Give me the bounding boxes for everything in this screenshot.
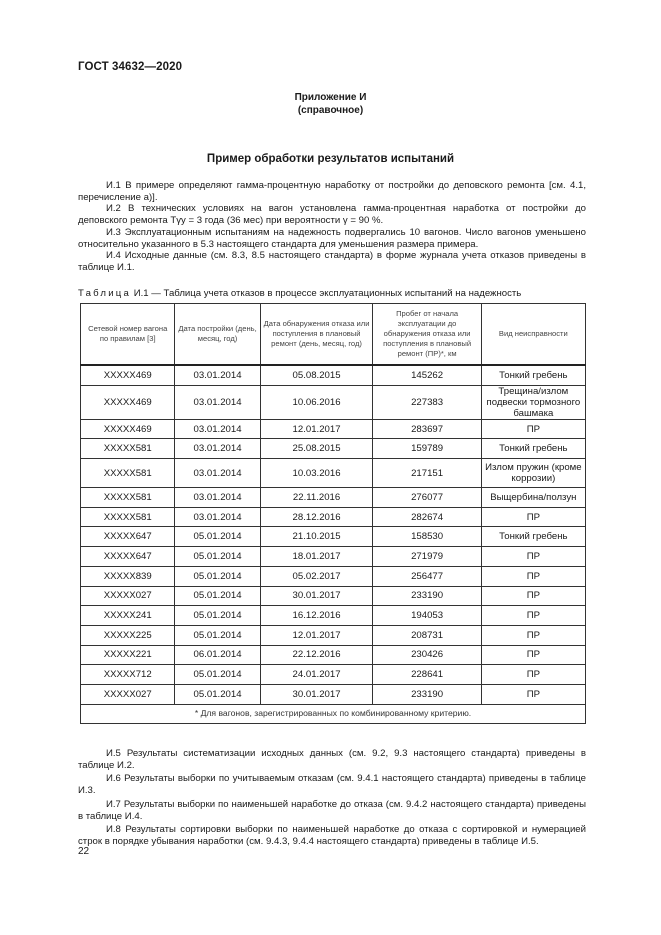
intro-paragraphs — [78, 180, 586, 274]
cell-failure-date: 21.10.2015 — [260, 527, 373, 547]
cell-build-date: 05.01.2014 — [175, 665, 260, 685]
cell-failure-type: ПР — [481, 645, 585, 665]
appendix-subtitle: (справочное) — [297, 105, 364, 116]
cell-mileage: 230426 — [373, 645, 481, 665]
table-row — [81, 488, 586, 508]
table-row — [81, 566, 586, 586]
cell-build-date: 03.01.2014 — [175, 385, 260, 419]
table-caption-text: И.1 — Таблица учета отказов в процессе эксплуатационных испытаний на надежность — [133, 288, 522, 299]
paragraph-i2: И.2 В технических условиях на вагон установлена гамма-процентная наработка от постройки до деповского ремонта Tγу = 3 года (36 мес) при вероятности γ = 90 %. — [78, 203, 586, 227]
cell-wagon-number: XXXXX469 — [81, 365, 175, 385]
header-build-date: Дата постройки (день, месяц, год) — [175, 304, 260, 366]
cell-mileage: 283697 — [373, 419, 481, 439]
cell-mileage: 233190 — [373, 586, 481, 606]
cell-build-date: 05.01.2014 — [175, 625, 260, 645]
cell-failure-date: 05.08.2015 — [260, 365, 373, 385]
cell-build-date: 06.01.2014 — [175, 645, 260, 665]
cell-mileage: 158530 — [373, 527, 481, 547]
table-row — [81, 419, 586, 439]
cell-mileage: 227383 — [373, 385, 481, 419]
cell-failure-date: 25.08.2015 — [260, 439, 373, 459]
cell-wagon-number: XXXXX581 — [81, 459, 175, 488]
header-failure-date: Дата обнаружения отказа или поступления в плановый ремонт (день, месяц, год) — [260, 304, 373, 366]
header-mileage: Пробег от начала эксплуатации до обнаружения отказа или поступления в плановый ремонт (ПР)*, км — [373, 304, 481, 366]
cell-failure-date: 05.02.2017 — [260, 566, 373, 586]
cell-mileage: 145262 — [373, 365, 481, 385]
table-row — [81, 665, 586, 685]
cell-failure-date: 22.12.2016 — [260, 645, 373, 665]
paragraph-i6: И.6 Результаты выборки по учитываемым отказам (см. 9.4.1 настоящего стандарта) приведены в таблице И.3. — [78, 773, 586, 797]
table-footnote-row — [81, 704, 586, 724]
cell-wagon-number: XXXXX241 — [81, 606, 175, 626]
cell-failure-date: 30.01.2017 — [260, 586, 373, 606]
cell-failure-type: ПР — [481, 419, 585, 439]
cell-failure-type: Выщербина/ползун — [481, 488, 585, 508]
section-title: Пример обработки результатов испытаний — [206, 153, 455, 165]
cell-failure-date: 30.01.2017 — [260, 684, 373, 704]
paragraph-i4: И.4 Исходные данные (см. 8.3, 8.5 настоящего стандарта) в форме журнала учета отказов приведены в таблице И.1. — [78, 250, 586, 273]
cell-mileage: 256477 — [373, 566, 481, 586]
cell-wagon-number: XXXXX581 — [81, 488, 175, 508]
paragraph-i1: И.1 В примере определяют гамма-процентную наработку от постройки до деповского ремонта [см. 4.1, перечисление а)]. — [78, 180, 586, 203]
cell-failure-type: ПР — [481, 566, 585, 586]
cell-build-date: 03.01.2014 — [175, 419, 260, 439]
cell-wagon-number: XXXXX581 — [81, 439, 175, 459]
cell-failure-type: Тонкий гребень — [481, 439, 585, 459]
table-row — [81, 684, 586, 704]
cell-failure-type: Трещина/излом подвески тормозного башмака — [481, 385, 585, 419]
cell-mileage: 271979 — [373, 547, 481, 567]
cell-failure-date: 10.03.2016 — [260, 459, 373, 488]
cell-wagon-number: XXXXX027 — [81, 586, 175, 606]
table-row — [81, 527, 586, 547]
cell-wagon-number: XXXXX647 — [81, 527, 175, 547]
cell-build-date: 03.01.2014 — [175, 439, 260, 459]
cell-failure-date: 24.01.2017 — [260, 665, 373, 685]
table-header-row — [81, 304, 586, 366]
page-number: 22 — [78, 846, 90, 857]
cell-failure-date: 10.06.2016 — [260, 385, 373, 419]
cell-wagon-number: XXXXX469 — [81, 385, 175, 419]
cell-wagon-number: XXXXX221 — [81, 645, 175, 665]
cell-build-date: 05.01.2014 — [175, 527, 260, 547]
cell-failure-type: ПР — [481, 684, 585, 704]
table-row — [81, 586, 586, 606]
cell-wagon-number: XXXXX581 — [81, 507, 175, 527]
cell-failure-date: 18.01.2017 — [260, 547, 373, 567]
cell-mileage: 194053 — [373, 606, 481, 626]
cell-mileage: 282674 — [373, 507, 481, 527]
cell-wagon-number: XXXXX469 — [81, 419, 175, 439]
standard-header: ГОСТ 34632—2020 — [78, 61, 183, 73]
table-caption-prefix: Таблица — [78, 288, 132, 299]
paragraph-i5: И.5 Результаты систематизации исходных данных (см. 9.2, 9.3 настоящего стандарта) приведены в таблице И.2. — [78, 748, 586, 771]
cell-mileage: 276077 — [373, 488, 481, 508]
cell-mileage: 228641 — [373, 665, 481, 685]
cell-mileage: 159789 — [373, 439, 481, 459]
table-row — [81, 645, 586, 665]
cell-failure-type: Тонкий гребень — [481, 527, 585, 547]
cell-wagon-number: XXXXX647 — [81, 547, 175, 567]
paragraph-i3: И.3 Эксплуатационным испытаниям на надежность подвергались 10 вагонов. Число вагонов уменьшено относительно указанного в 5.3 настоящего стандарта для уменьшения размера примера. — [78, 226, 586, 250]
cell-build-date: 05.01.2014 — [175, 547, 260, 567]
cell-wagon-number: XXXXX839 — [81, 566, 175, 586]
table-row — [81, 439, 586, 459]
cell-failure-type: ПР — [481, 547, 585, 567]
cell-failure-type: ПР — [481, 586, 585, 606]
table-caption — [78, 288, 521, 299]
cell-failure-type: ПР — [481, 665, 585, 685]
cell-failure-date: 12.01.2017 — [260, 419, 373, 439]
cell-failure-date: 22.11.2016 — [260, 488, 373, 508]
header-failure-type: Вид неисправности — [481, 304, 585, 366]
cell-build-date: 05.01.2014 — [175, 684, 260, 704]
cell-mileage: 233190 — [373, 684, 481, 704]
table-row — [81, 385, 586, 419]
cell-wagon-number: XXXXX027 — [81, 684, 175, 704]
paragraph-i8: И.8 Результаты сортировки выборки по наименьшей наработке до отказа с сортировкой и нумерацией строк в порядке убывания наработки (см. 9.4.3, 9.4.4 настоящего стандарта) приведены в таблице И.5. — [78, 824, 586, 847]
paragraph-i7: И.7 Результаты выборки по наименьшей наработке до отказа (см. 9.4.2 настоящего стандарта) приведены в таблице И.4. — [78, 798, 586, 822]
cell-build-date: 03.01.2014 — [175, 488, 260, 508]
cell-build-date: 03.01.2014 — [175, 365, 260, 385]
cell-build-date: 05.01.2014 — [175, 566, 260, 586]
cell-failure-type: ПР — [481, 625, 585, 645]
cell-failure-date: 28.12.2016 — [260, 507, 373, 527]
table-row — [81, 625, 586, 645]
cell-wagon-number: XXXXX712 — [81, 665, 175, 685]
header-wagon-number: Сетевой номер вагона по правилам [3] — [81, 304, 175, 366]
cell-failure-date: 12.01.2017 — [260, 625, 373, 645]
appendix-title: Приложение И — [294, 92, 367, 103]
cell-build-date: 03.01.2014 — [175, 459, 260, 488]
table-row — [81, 459, 586, 488]
cell-failure-date: 16.12.2016 — [260, 606, 373, 626]
table-row — [81, 507, 586, 527]
cell-build-date: 05.01.2014 — [175, 586, 260, 606]
table-footnote: * Для вагонов, зарегистрированных по комбинированному критерию. — [81, 704, 586, 724]
cell-wagon-number: XXXXX225 — [81, 625, 175, 645]
cell-build-date: 05.01.2014 — [175, 606, 260, 626]
failure-log-table — [80, 303, 586, 724]
cell-mileage: 208731 — [373, 625, 481, 645]
table-body — [81, 365, 586, 724]
cell-build-date: 03.01.2014 — [175, 507, 260, 527]
cell-failure-type: ПР — [481, 507, 585, 527]
cell-failure-type: Излом пружин (кроме коррозии) — [481, 459, 585, 488]
results-paragraphs — [78, 748, 586, 850]
table-row — [81, 606, 586, 626]
cell-failure-type: ПР — [481, 606, 585, 626]
table-row — [81, 547, 586, 567]
cell-mileage: 217151 — [373, 459, 481, 488]
table-row — [81, 365, 586, 385]
cell-failure-type: Тонкий гребень — [481, 365, 585, 385]
